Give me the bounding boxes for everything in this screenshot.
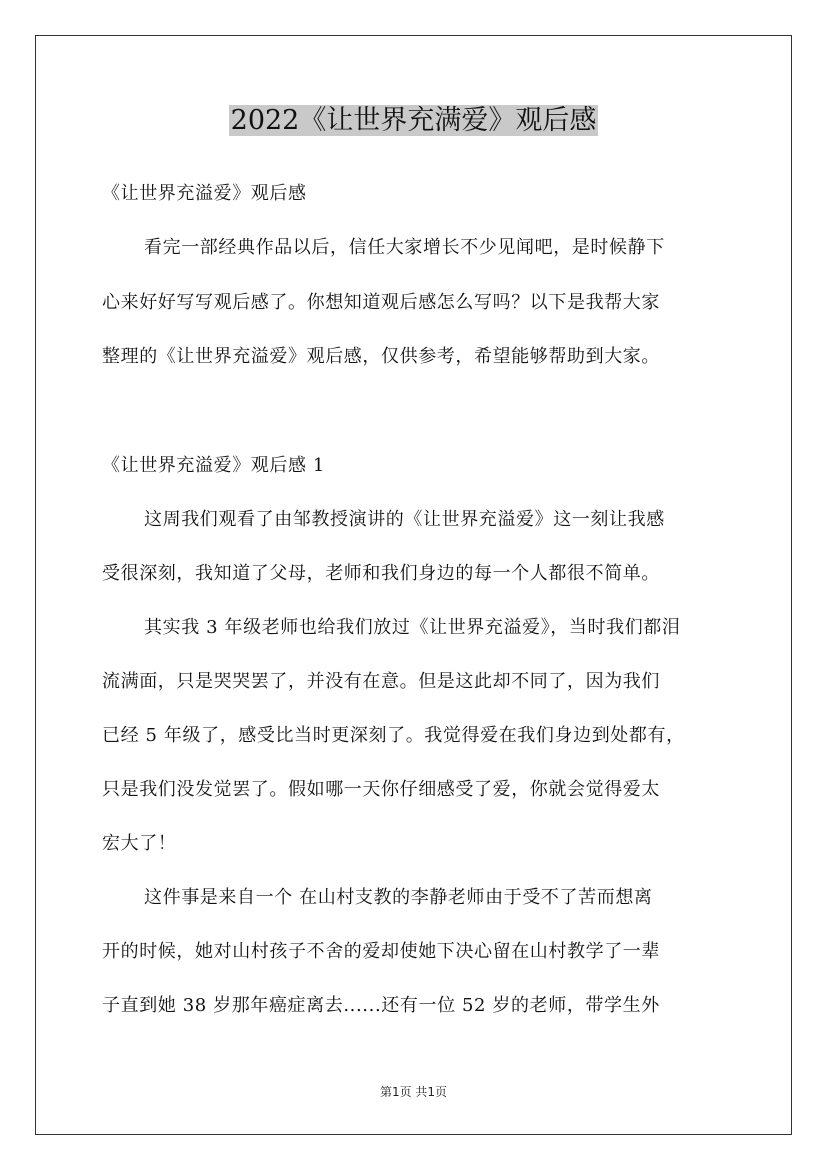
- document-title: [0, 101, 827, 141]
- paragraph-line: 受很深刻，我知道了父母，老师和我们身边的每一个人都很不简单。: [102, 563, 660, 584]
- paragraph-line: 宏大了！: [102, 833, 177, 854]
- paragraph-line: 已经 5 年级了，感受比当时更深刻了。我觉得爱在我们身边到处都有，: [102, 725, 685, 746]
- paragraph-line: 开的时候，她对山村孩子不舍的爱却使她下决心留在山村教学了一辈: [102, 941, 660, 962]
- paragraph-line: 流满面，只是哭哭罢了，并没有在意。但是这此却不同了，因为我们: [102, 671, 660, 692]
- paragraph-line: 心来好好写写观后感了。你想知道观后感怎么写吗？以下是我帮大家: [102, 292, 660, 313]
- essay-subtitle: 《让世界充溢爱》观后感: [102, 183, 307, 204]
- document-title-text: 2022《让世界充满爱》观后感: [230, 105, 597, 136]
- paragraph-line: 整理的《让世界充溢爱》观后感，仅供参考，希望能够帮助到大家。: [102, 346, 660, 367]
- page-footer: 第1页 共1页: [379, 1085, 448, 1099]
- paragraph-line: 看完一部经典作品以后，信任大家增长不少见闻吧，是时候静下: [144, 237, 665, 258]
- section-heading: 《让世界充溢爱》观后感 1: [102, 455, 325, 476]
- paragraph-line: 只是我们没发觉罢了。假如哪一天你仔细感受了爱，你就会觉得爱太: [102, 779, 660, 800]
- paragraph-line: 这件事是来自一个 在山村支教的李静老师由于受不了苦而想离: [144, 887, 653, 908]
- paragraph-line: 其实我 3 年级老师也给我们放过《让世界充溢爱》，当时我们都泪: [144, 617, 681, 638]
- paragraph-line: 这周我们观看了由邹教授演讲的《让世界充溢爱》这一刻让我感: [144, 509, 665, 530]
- paragraph-line: 子直到她 38 岁那年癌症离去......还有一位 52 岁的老师，带学生外: [102, 995, 660, 1016]
